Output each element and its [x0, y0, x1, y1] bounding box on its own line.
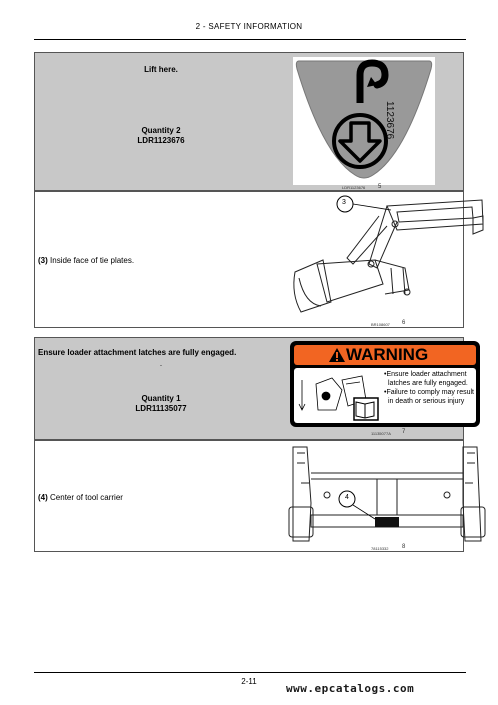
section-text-panel [35, 192, 287, 327]
section-lift-here [34, 52, 464, 191]
warning-bullet-2: •Failure to comply may result in death or serious injury [384, 389, 474, 405]
watermark-text: www.epcatalogs.com [286, 682, 415, 695]
callout-text [38, 256, 134, 265]
section-image-panel [285, 53, 463, 190]
callout-number: (3) [38, 256, 48, 265]
header-rule [34, 39, 466, 40]
diagram-callout-number: 4 [345, 494, 349, 501]
decal-number: 1123676 [384, 101, 395, 140]
callout-description: Center of tool carrier [50, 493, 123, 502]
quantity-text: Quantity 1 [141, 394, 181, 403]
lift-decal [293, 57, 435, 185]
section-latches [34, 337, 474, 440]
lift-hook-decal-icon [293, 57, 435, 185]
tool-carrier-diagram [287, 443, 487, 543]
part-number-text: LDR1123676 [137, 136, 185, 145]
figure-number: 6 [402, 320, 406, 326]
tool-carrier-center-marker [375, 517, 399, 527]
warning-decal [290, 341, 480, 427]
callout-text [38, 493, 123, 502]
callout-number: (4) [38, 493, 48, 502]
section-image-panel [285, 338, 474, 439]
warning-body [294, 368, 476, 423]
figure-number: 5 [378, 184, 382, 190]
figure-caption: 78115332 [371, 546, 389, 551]
diagram-callout-number: 3 [342, 199, 346, 206]
figure-caption: LDR1123676 [342, 185, 366, 190]
section-image-panel [285, 441, 463, 551]
loader-tie-plate-diagram [287, 194, 487, 316]
latch-heading: Ensure loader attachment latches are fully engaged. [38, 348, 237, 357]
figure-number: 8 [402, 544, 406, 550]
warning-triangle-icon [329, 348, 345, 362]
warning-title: WARNING [346, 345, 429, 364]
section-text-panel [35, 338, 287, 439]
page-header-title: 2 - SAFETY INFORMATION [195, 22, 303, 31]
section-image-panel [285, 192, 463, 327]
lift-here-text: Lift here. [144, 65, 178, 74]
quantity-text: Quantity 2 [141, 126, 181, 135]
page-number: 2-11 [241, 677, 257, 686]
section-text-panel [35, 441, 287, 551]
part-number-text: LDR11135077 [135, 404, 187, 413]
figure-caption: BR108607 [371, 322, 390, 327]
section-tie-plates [34, 191, 464, 328]
callout-description: Inside face of tie plates. [50, 256, 135, 265]
figure-number: 7 [402, 429, 406, 435]
footer-rule [34, 672, 466, 673]
section-tool-carrier [34, 440, 464, 552]
warning-bullet-1: •Ensure loader attachment latches are fully engaged. [384, 371, 468, 387]
section-text-panel [35, 53, 287, 190]
dot-text: . [159, 359, 163, 368]
figure-caption: 11135077A [371, 431, 391, 436]
warning-bullet-list [384, 370, 476, 406]
latch-illustration-icon [296, 370, 382, 422]
warning-header [294, 345, 476, 365]
